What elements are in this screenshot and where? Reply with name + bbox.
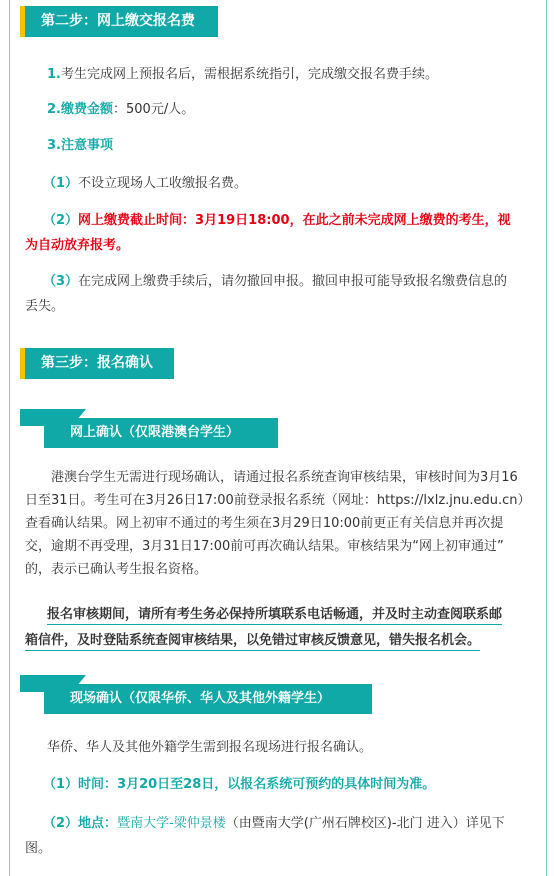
place-line2: 图。 xyxy=(25,841,52,856)
step2-heading-text: 第二步：网上缴交报名费 xyxy=(41,13,195,29)
online-confirm-heading-text: 网上确认（仅限港澳台学生） xyxy=(70,425,240,440)
step2-item2 xyxy=(25,97,535,122)
note3-line2: 丢失。 xyxy=(25,299,65,314)
item1-text: 考生完成网上预报名后，需根据系统指引，完成缴交报名费手续。 xyxy=(60,67,438,82)
note2-number: （2） xyxy=(43,213,79,228)
note2-line1: 网上缴费截止时间：3月19日18:00，在此之前未完成网上缴费的考生，视 xyxy=(78,213,511,228)
onsite-confirm-heading-text: 现场确认（仅限华侨、华人及其他外籍学生） xyxy=(70,691,331,706)
notes-label: 注意事项 xyxy=(60,138,113,153)
online-line-5: 的，表示已确认考生报名资格。 xyxy=(25,562,208,577)
note3 xyxy=(25,269,535,319)
note3-line1: 在完成网上缴费手续后，请勿撤回申报。撤回申报可能导致报名缴费信息的 xyxy=(78,274,508,289)
step2-item3 xyxy=(25,133,535,158)
step3-heading xyxy=(20,348,174,379)
item1-number: 1. xyxy=(47,67,61,82)
note1-text: 不设立现场人工收缴报名费。 xyxy=(78,176,248,191)
place-number: （2） xyxy=(43,816,79,831)
online-line-2: 日至31日。考生可在3月26日17:00前登录报名系统（网址：https://lxlz.jnu.edu.cn） xyxy=(25,493,531,508)
note2-line2: 为自动放弃报考。 xyxy=(25,238,130,253)
note1-number: （1） xyxy=(43,176,79,191)
note3-number: （3） xyxy=(43,274,79,289)
note2 xyxy=(25,208,535,258)
place-label: 地点： xyxy=(78,816,118,831)
online-line-3: 查看确认结果。网上初审不通过的考生须在3月29日10:00前更正有关信息并再次提 xyxy=(25,516,504,531)
review-notice-line1: 报名审核期间，请所有考生务必保持所填联系电话畅通，并及时主动查阅联系邮 xyxy=(47,607,502,625)
review-notice-line2: 箱信件，及时登陆系统查阅审核结果，以免错过审核反馈意见，错失报名机会。 xyxy=(25,633,480,651)
time-text: 时间：3月20日至28日，以报名系统可预约的具体时间为准。 xyxy=(78,777,436,792)
step3-heading-text: 第三步：报名确认 xyxy=(41,355,153,371)
step2-item1 xyxy=(25,62,535,87)
step2-heading xyxy=(20,6,218,37)
fee-amount-label: 缴费金额 xyxy=(60,102,113,117)
onsite-intro-text: 华侨、华人及其他外籍学生需到报名现场进行报名确认。 xyxy=(47,740,373,755)
online-confirm-body xyxy=(25,466,535,581)
onsite-confirm-heading xyxy=(20,675,374,715)
online-confirm-heading xyxy=(20,409,280,449)
onsite-time xyxy=(25,772,535,797)
item3-number: 3. xyxy=(47,138,61,153)
fee-amount-text: ：500元/人。 xyxy=(113,102,195,117)
place-value: 暨南大学-梁仲景楼 xyxy=(117,816,226,831)
item2-number: 2. xyxy=(47,102,61,117)
time-number: （1） xyxy=(43,777,79,792)
online-line-4: 交，逾期不再受理，3月31日17:00前可再次确认结果。审核结果为“网上初审通过” xyxy=(25,539,504,554)
review-notice xyxy=(25,602,535,654)
onsite-place xyxy=(25,811,535,861)
place-rest: （由暨南大学(广州石牌校区)-北门 进入）详见下 xyxy=(225,816,505,831)
online-line-1: 港澳台学生无需进行现场确认，请通过报名系统查询审核结果，审核时间为3月16 xyxy=(51,470,518,485)
onsite-intro xyxy=(25,735,535,760)
note1 xyxy=(25,171,535,196)
